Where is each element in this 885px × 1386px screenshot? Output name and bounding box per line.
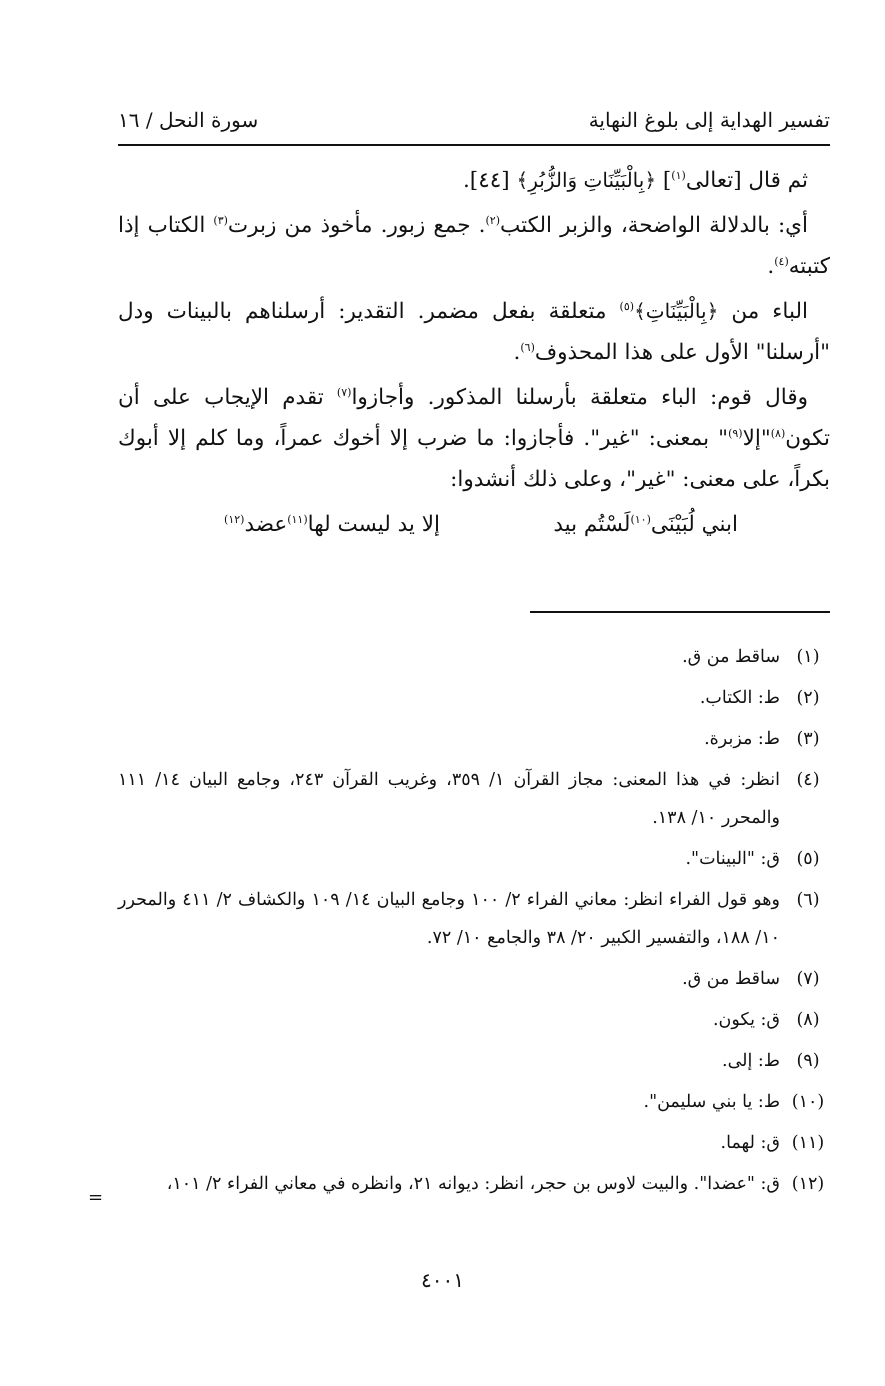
- footnote-item: [118, 761, 830, 837]
- footnote-number: (١): [796, 647, 820, 667]
- footnote-text: وهو قول الفراء انظر: معاني الفراء ٢/ ١٠٠ وجامع البيان ١٤/ ١٠٩ والكشاف ٢/ ٤١١ والمحرر ١٠/ ١٨٨، والتفسير الكبير ٢٠/ ٣٨ والجامع ١٠/ ٧٢.: [118, 890, 780, 948]
- book-title: تفسير الهداية إلى بلوغ النهاية: [588, 108, 830, 132]
- running-header: [118, 108, 830, 142]
- verse-first-hemistich: ابني لُبَيْنَى$^{(١٠)}$لَسْتُم بيد: [553, 512, 738, 537]
- paragraph-2: أي: بالدلالة الواضحة، والزبر الكتب$^{(٢)}$. جمع زبور. مأخوذ من زبرت$^{(٣)}$ الكتاب إذا كتبته$^{(٤)}$.: [118, 213, 830, 279]
- footnote-item: [118, 1165, 830, 1203]
- footnote-separator: [530, 611, 830, 613]
- poetry-verse: [118, 504, 830, 548]
- paragraph-4: وقال قوم: الباء متعلقة بأرسلنا المذكور. وأجازوا$^{(٧)}$ تقدم الإيجاب على أن تكون$^{(٨)}$"إلا$^{(٩)}$" بمعنى: "غير". فأجازوا: ما ضرب إلا أخوك عمراً، وما كلم إلا أبوك بكراً، على معنى: "غير"، وعلى ذلك أنشدوا:: [118, 385, 830, 492]
- footnote-ref: (٥): [619, 299, 635, 313]
- footnote-text: ط: مزبرة.: [704, 729, 780, 749]
- quran-quote: ﴿بِالْبَيِّنَاتِ وَالزُّبُرِ﴾: [516, 168, 657, 192]
- footnote-item: [118, 1042, 830, 1080]
- main-text: [118, 160, 830, 548]
- page-number: ٤٠٠١: [421, 1268, 464, 1292]
- footnote-item: [118, 1124, 830, 1162]
- footnote-ref: (٦): [520, 340, 535, 354]
- footnote-ref: (١١): [287, 512, 308, 526]
- footnote-number: (١٢): [791, 1174, 825, 1194]
- footnote-text: ط: الكتاب.: [699, 688, 780, 708]
- footnote-text: ق: "عضدا". والبيت لاوس بن حجر، انظر: ديوانه ٢١، وانظره في معاني الفراء ٢/ ١٠١،: [166, 1174, 780, 1194]
- footnote-text: ط: يا بني سليمن".: [643, 1092, 780, 1112]
- footnote-number: (١٠): [791, 1092, 825, 1112]
- footnote-ref: (٩): [728, 426, 743, 440]
- footnote-ref: (٢): [485, 213, 501, 227]
- footnote-number: (٥): [796, 849, 820, 869]
- paragraph-3: الباء من ﴿بِالْبَيِّنَاتِ﴾$^{(٥)}$ متعلقة بفعل مضمر. التقدير: أرسلناهم بالبينات ودل "أرسلنا" الأول على هذا المحذوف$^{(٦)}$.: [118, 299, 830, 365]
- verse-second-hemistich: إلا يد ليست لها$^{(١١)}$عضد$^{(١٢)}$: [224, 512, 440, 537]
- footnotes: [118, 638, 830, 1206]
- footnote-text: ق: لهما.: [720, 1133, 780, 1153]
- footnote-number: (٤): [796, 770, 820, 790]
- footnote-item: [118, 1083, 830, 1121]
- footnote-item: [118, 960, 830, 998]
- footnote-item: [118, 679, 830, 717]
- footnote-item: [118, 1001, 830, 1039]
- footnote-item: [118, 720, 830, 758]
- footnote-number: (٢): [796, 688, 820, 708]
- footnote-ref: (٨): [770, 426, 786, 440]
- footnote-ref: (٣): [213, 213, 228, 227]
- footnote-number: (٩): [796, 1051, 820, 1071]
- footnote-number: (٨): [796, 1010, 820, 1030]
- footnote-text: انظر: في هذا المعنى: مجاز القرآن ١/ ٣٥٩، وغريب القرآن ٢٤٣، وجامع البيان ١٤/ ١١١ والمحرر ١٠/ ١٣٨.: [118, 770, 780, 828]
- footnote-item: [118, 840, 830, 878]
- footnote-ref: (٤): [774, 254, 789, 268]
- footnote-ref: (٧): [336, 385, 352, 399]
- footnote-text: ساقط من ق.: [682, 647, 780, 667]
- footnote-number: (٣): [796, 729, 820, 749]
- quran-quote: ﴿بِالْبَيِّنَاتِ﴾: [634, 299, 719, 323]
- footnote-ref: (١): [671, 168, 686, 182]
- footnote-number: (٧): [796, 969, 820, 989]
- footnote-text: ق: يكون.: [712, 1010, 780, 1030]
- header-rule: [118, 144, 830, 146]
- footnote-ref: (١٠): [630, 512, 651, 526]
- paragraph-1: ثم قال [تعالى$^{(١)}$] ﴿بِالْبَيِّنَاتِ وَالزُّبُرِ﴾ [٤٤].: [462, 168, 808, 193]
- footnote-ref: (١٢): [224, 512, 245, 526]
- footnote-number: (٦): [796, 890, 820, 910]
- surah-label: سورة النحل / ١٦: [118, 108, 259, 132]
- footnote-item: [118, 638, 830, 676]
- footnote-item: [118, 881, 830, 957]
- footnote-text: ساقط من ق.: [682, 969, 780, 989]
- continuation-mark: =: [88, 1187, 104, 1208]
- footnote-text: ط: إلى.: [722, 1051, 780, 1071]
- footnote-text: ق: "البينات".: [685, 849, 780, 869]
- footnote-number: (١١): [791, 1133, 825, 1153]
